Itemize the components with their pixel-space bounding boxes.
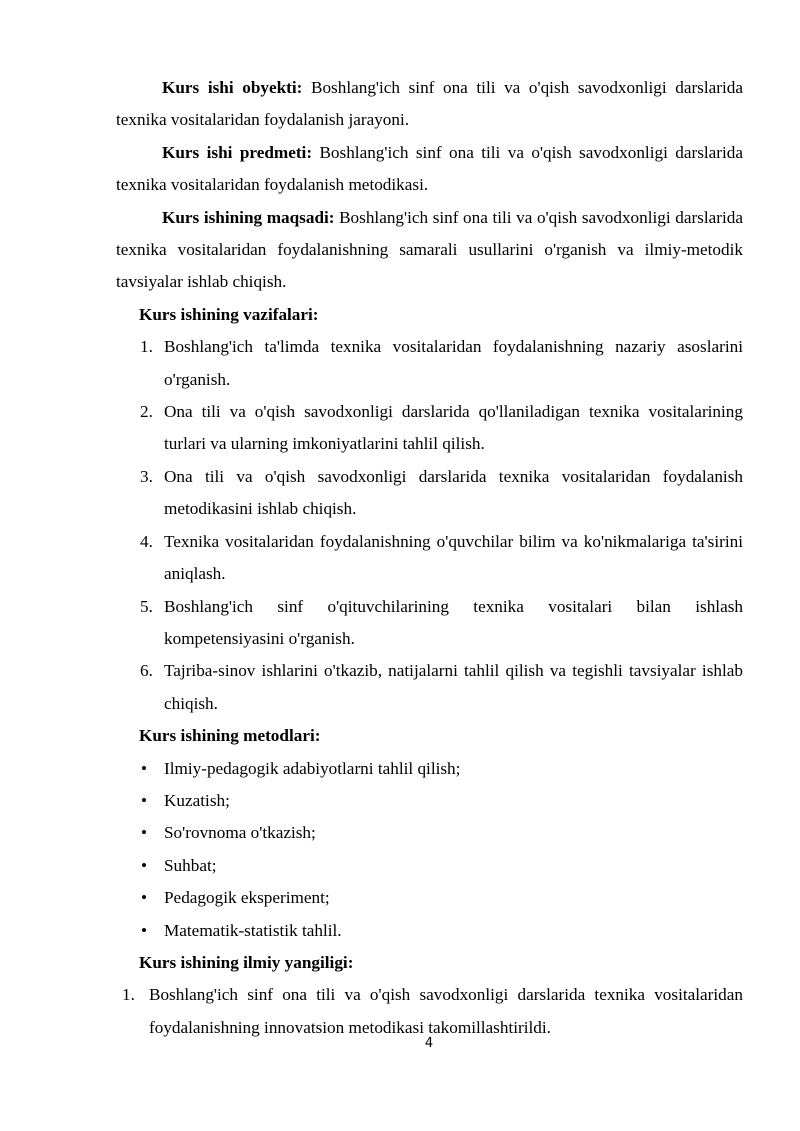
list-item-text: Ona tili va o'qish savodxonligi darslarida qo'llaniladigan texnika vositalarining turlari va ularning imkoniyatlarini tahlil qilish. [164, 402, 743, 454]
list-item [116, 655, 743, 720]
list-item-text: Boshlang'ich sinf o'qituvchilarining texnika vositalari bilan ishlash kompetensiyasini o'rganish. [164, 596, 743, 648]
list-item-text: Ona tili va o'qish savodxonligi darslarida texnika vositalaridan foydalanish metodikasini ishlab chiqish. [164, 466, 743, 519]
methods-heading: Kurs ishining metodlari: [139, 726, 321, 746]
list-item-text: Pedagogik eksperiment; [164, 888, 330, 908]
novelty-list [116, 979, 743, 1044]
bullet-icon: • [141, 758, 148, 778]
novelty-heading: Kurs ishining ilmiy yangiligi: [139, 952, 354, 972]
list-item-number: 1. [122, 985, 135, 1005]
list-item-number: 4. [140, 531, 153, 551]
list-item-text: Kuzatish; [164, 790, 230, 810]
list-item [116, 526, 743, 591]
goal-label: Kurs ishining maqsadi: [162, 207, 335, 227]
list-item [116, 915, 743, 947]
list-item-number: 1. [140, 337, 153, 357]
bullet-icon: • [141, 823, 148, 843]
list-item [116, 753, 743, 785]
subject-label: Kurs ishi predmeti: [162, 142, 313, 162]
list-item [116, 331, 743, 396]
list-item [116, 979, 743, 1044]
object-text: Boshlang'ich sinf ona tili va o'qish savodxonligi darslarida texnika vositalaridan foydalanish jarayoni. [116, 78, 743, 130]
list-item [116, 817, 743, 849]
list-item-text: Matematik-statistik tahlil. [164, 920, 342, 940]
list-item-number: 2. [140, 402, 153, 422]
bullet-icon: • [141, 790, 148, 810]
goal-paragraph [116, 202, 743, 299]
list-item [116, 850, 743, 882]
list-item-text: Suhbat; [164, 855, 217, 875]
subject-paragraph [116, 137, 743, 202]
list-item-number: 6. [140, 661, 153, 681]
page-number: 4 [424, 1036, 434, 1051]
tasks-heading: Kurs ishining vazifalari: [139, 304, 319, 324]
list-item-text: Boshlang'ich sinf ona tili va o'qish savodxonligi darslarida texnika vositalaridan foydalanishning innovatsion metodikasi takomillashtirildi. [149, 985, 743, 1037]
document-page [116, 72, 743, 1044]
bullet-icon: • [141, 855, 148, 875]
list-item-text: Ilmiy-pedagogik adabiyotlarni tahlil qilish; [164, 758, 461, 778]
methods-list [116, 753, 743, 947]
object-label: Kurs ishi obyekti: [162, 78, 303, 97]
bullet-icon: • [141, 888, 148, 908]
list-item [116, 882, 743, 914]
subject-text: Boshlang'ich sinf ona tili va o'qish savodxonligi darslarida texnika vositalaridan foydalanish metodikasi. [116, 142, 744, 195]
object-paragraph [116, 72, 743, 137]
list-item-text: Texnika vositalaridan foydalanishning o'quvchilar bilim va ko'nikmalariga ta'sirini aniqlash. [164, 531, 743, 584]
list-item-text: Boshlang'ich ta'limda texnika vositalaridan foydalanishning nazariy asoslarini o'rganish. [164, 337, 743, 389]
list-item [116, 396, 743, 461]
list-item-text: So'rovnoma o'tkazish; [164, 823, 316, 843]
list-item-text: Tajriba-sinov ishlarini o'tkazib, natijalarni tahlil qilish va tegishli tavsiyalar ishlab chiqish. [164, 661, 743, 713]
list-item [116, 785, 743, 817]
list-item [116, 461, 743, 526]
goal-text: Boshlang'ich sinf ona tili va o'qish savodxonligi darslarida texnika vositalaridan foydalanishning samarali usullarini o'rganish va ilmiy-metodik tavsiyalar ishlab chiqish. [116, 207, 743, 292]
list-item-number: 3. [140, 466, 153, 486]
tasks-list [116, 331, 743, 720]
list-item [116, 591, 743, 656]
list-item-number: 5. [140, 596, 153, 616]
bullet-icon: • [141, 920, 148, 940]
